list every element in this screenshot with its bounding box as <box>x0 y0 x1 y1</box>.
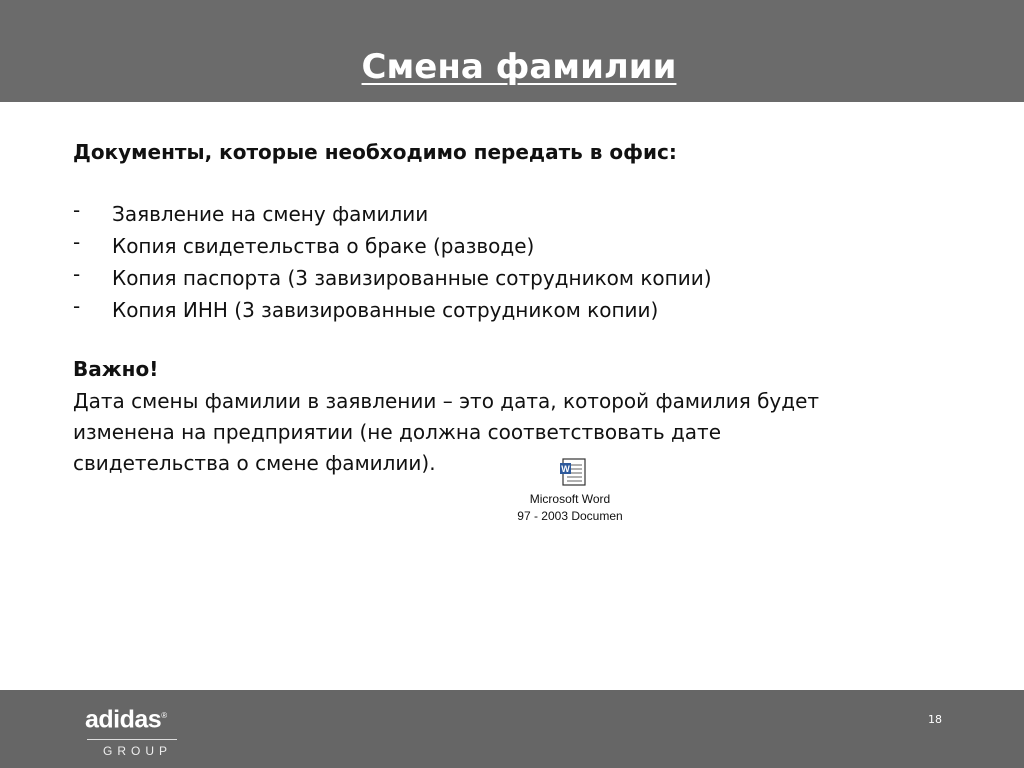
header-bar <box>0 0 1024 102</box>
important-heading: Важно! <box>73 357 159 381</box>
attachment-caption[interactable] <box>500 491 640 525</box>
list-item <box>73 294 973 326</box>
dash-bullet: - <box>73 262 81 286</box>
important-note-line: Дата смены фамилии в заявлении – это дата, которой фамилия будет <box>73 389 820 413</box>
slide-content <box>73 132 973 479</box>
slide-title: Смена фамилии <box>361 47 677 87</box>
word-attachment[interactable] <box>500 457 640 525</box>
logo-wordmark <box>85 701 179 734</box>
list-item-text: Копия паспорта (3 завизированные сотрудником копии) <box>112 266 712 290</box>
list-item-text: Копия ИНН (3 завизированные сотрудником копии) <box>112 298 659 322</box>
dash-bullet: - <box>73 230 81 254</box>
dash-bullet: - <box>73 198 81 222</box>
attachment-caption-line: 97 - 2003 Documen <box>517 509 623 523</box>
svg-text:W: W <box>561 464 570 474</box>
word-document-icon[interactable] <box>558 457 588 487</box>
important-note-line: свидетельства о смене фамилии). <box>73 451 436 475</box>
list-item <box>73 198 973 230</box>
attachment-caption-line: Microsoft Word <box>529 492 611 506</box>
list-item <box>73 230 973 262</box>
documents-subheading: Документы, которые необходимо передать в офис: <box>73 140 677 164</box>
page-number: 18 <box>928 713 942 726</box>
dash-bullet: - <box>73 294 81 318</box>
list-item-text: Копия свидетельства о браке (разводе) <box>112 234 535 258</box>
list-item <box>73 262 973 294</box>
list-item-text: Заявление на смену фамилии <box>112 202 429 226</box>
documents-list <box>73 198 973 326</box>
footer-bar <box>0 690 1024 768</box>
logo-text: adidas <box>85 705 162 734</box>
logo-divider <box>87 739 177 740</box>
registered-mark: ® <box>161 711 167 720</box>
logo-subtext: GROUP <box>103 744 173 759</box>
adidas-group-logo <box>85 701 179 759</box>
important-note-line: изменена на предприятии (не должна соответствовать дате <box>73 420 721 444</box>
